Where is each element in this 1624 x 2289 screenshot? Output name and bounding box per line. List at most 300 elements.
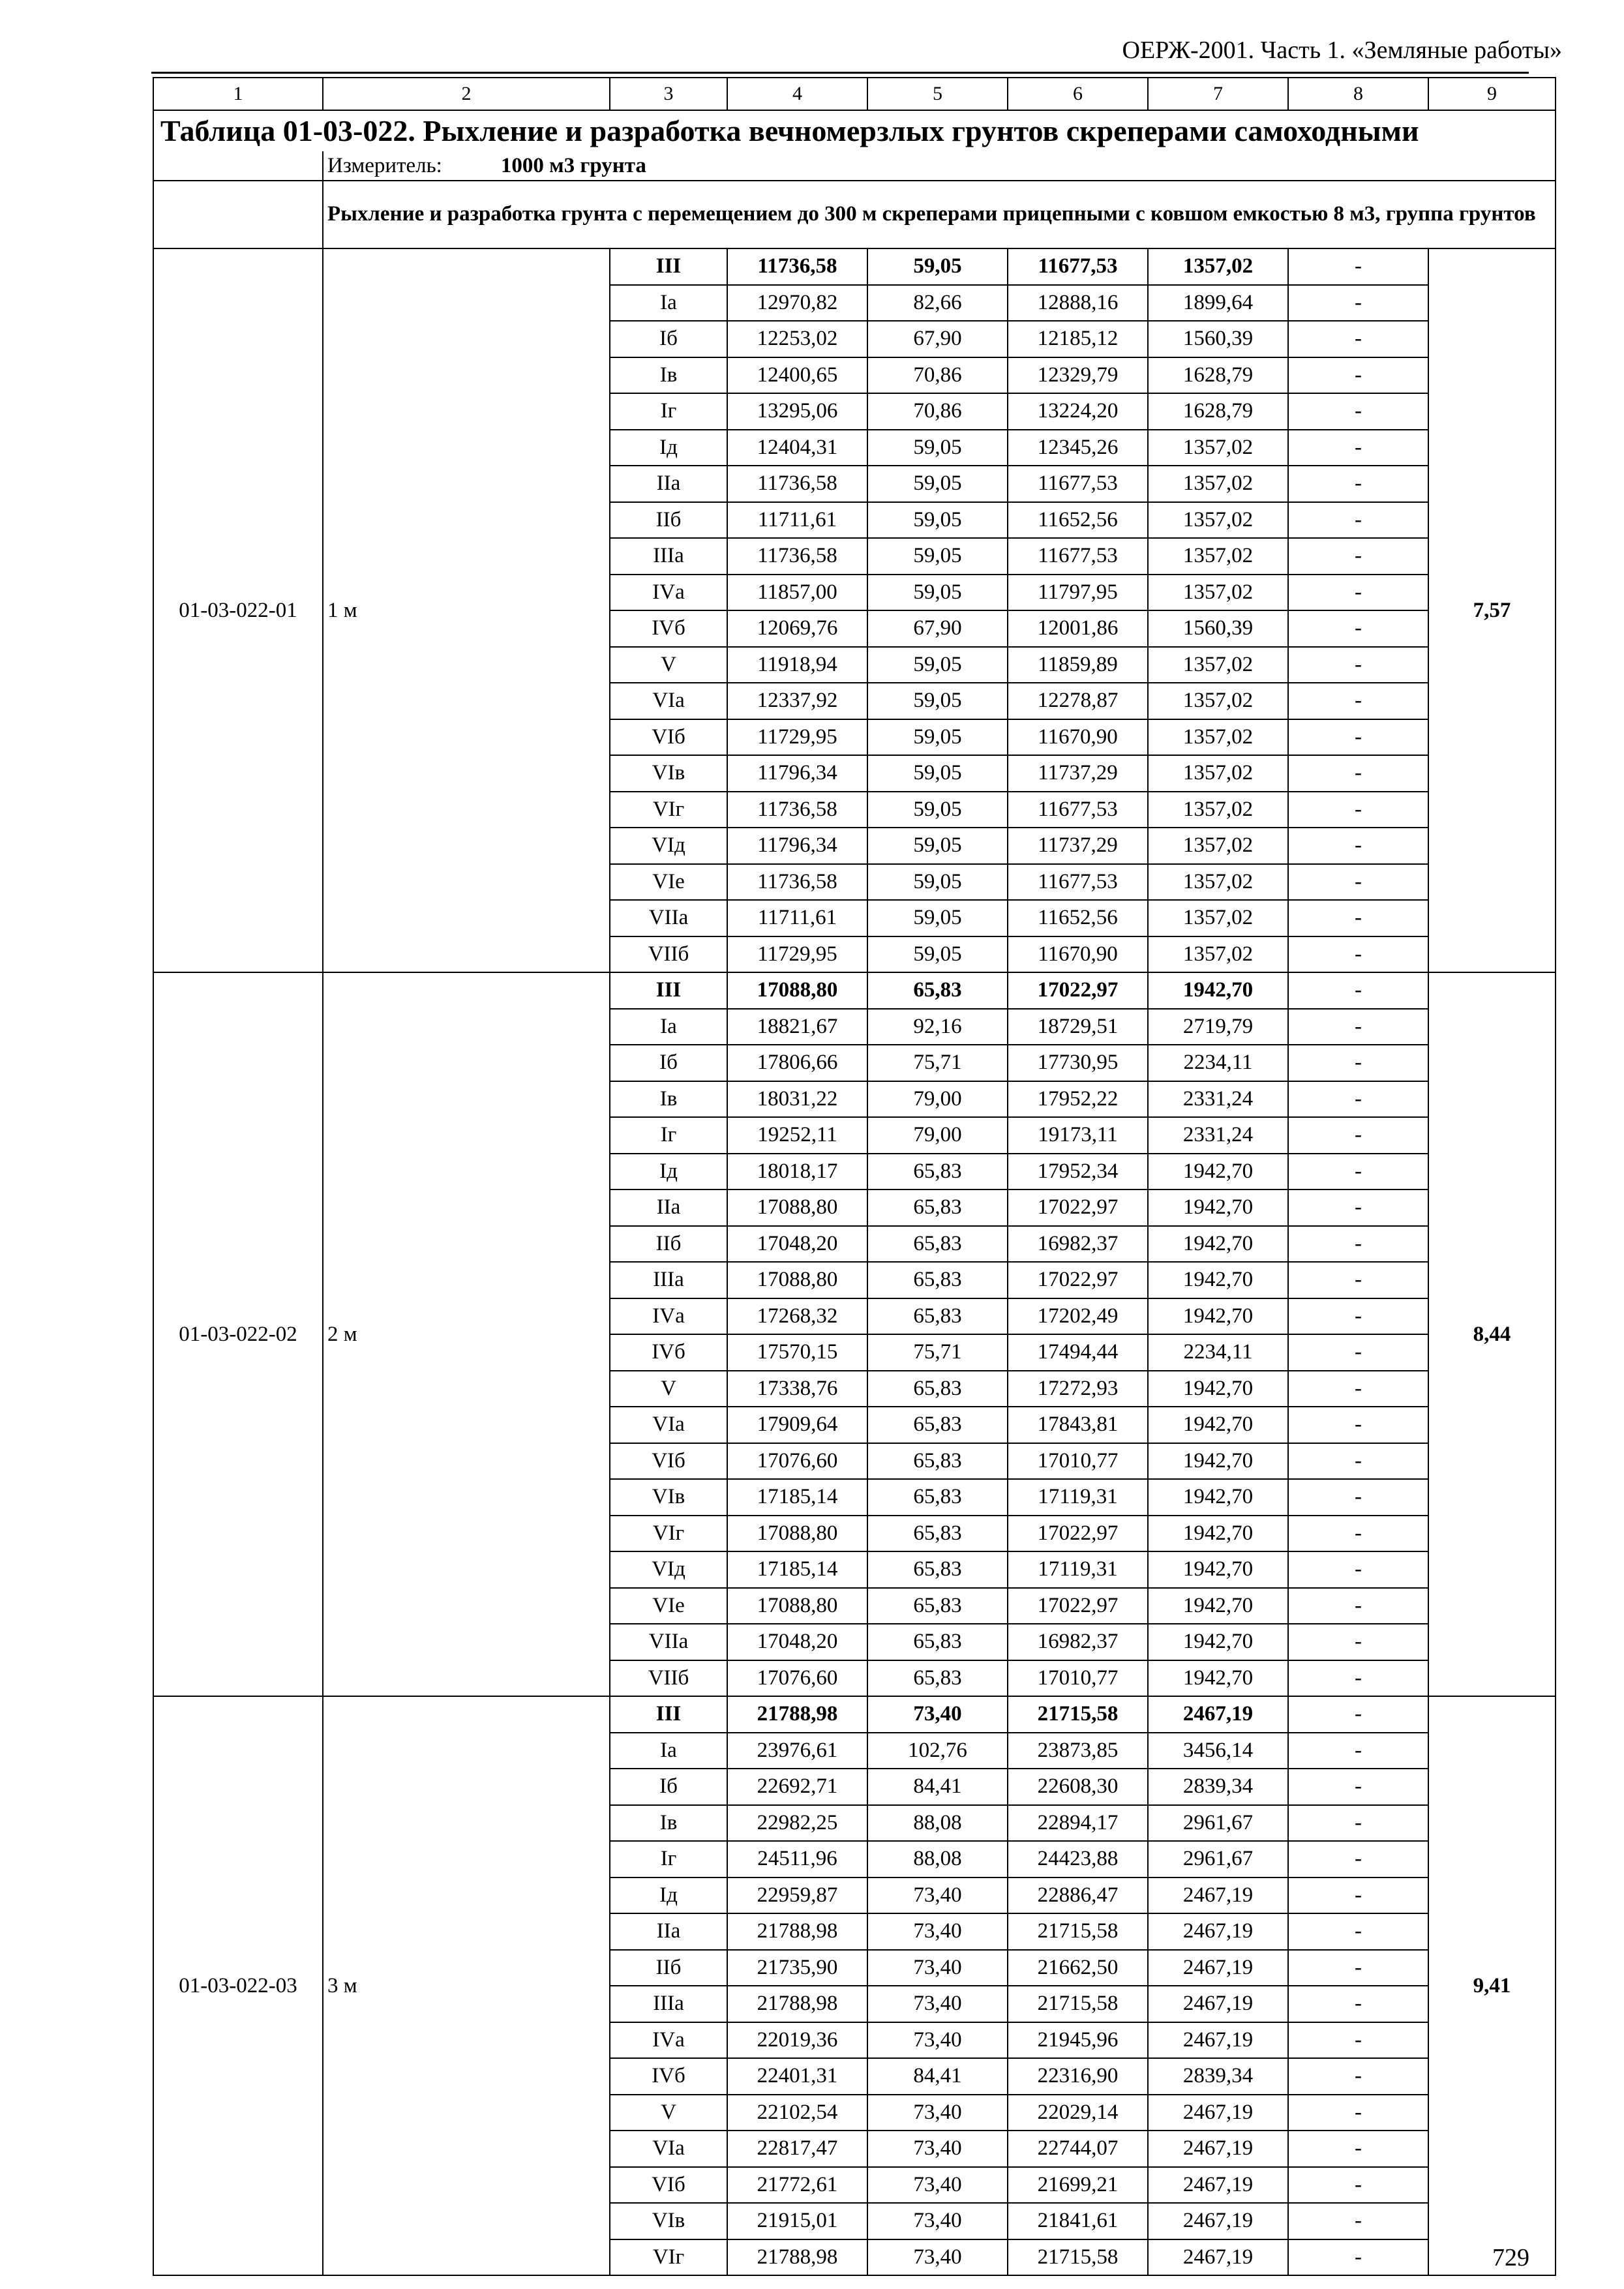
machinist-wages: 2467,19 (1148, 2167, 1288, 2204)
soil-group: VIIб (610, 1660, 727, 1697)
machine-cost: 17022,97 (1008, 1516, 1148, 1552)
wages: 65,83 (867, 1262, 1008, 1298)
machine-cost: 12329,79 (1008, 357, 1148, 394)
soil-group: VIб (610, 1443, 727, 1480)
total-cost: 18031,22 (727, 1081, 867, 1118)
machine-cost: 17022,97 (1008, 972, 1148, 1009)
machine-cost: 22894,17 (1008, 1805, 1148, 1842)
soil-group: IIб (610, 1950, 727, 1986)
machine-cost: 17730,95 (1008, 1045, 1148, 1081)
materials: - (1288, 647, 1428, 683)
table-title: Таблица 01-03-022. Рыхление и разработка вечномерзлых грунтов скреперами самоходными (153, 110, 1556, 151)
materials: - (1288, 1841, 1428, 1878)
machine-cost: 17952,22 (1008, 1081, 1148, 1118)
wages: 73,40 (867, 1878, 1008, 1914)
column-number: 1 (153, 78, 323, 110)
machinist-wages: 2719,79 (1148, 1009, 1288, 1045)
total-cost: 24511,96 (727, 1841, 867, 1878)
column-number-row (153, 78, 1556, 110)
machinist-wages: 1942,70 (1148, 1479, 1288, 1516)
total-cost: 21788,98 (727, 2239, 867, 2276)
wages: 65,83 (867, 1189, 1008, 1226)
wages: 59,05 (867, 647, 1008, 683)
total-cost: 17185,14 (727, 1479, 867, 1516)
materials: - (1288, 2167, 1428, 2204)
materials: - (1288, 1262, 1428, 1298)
wages: 65,83 (867, 1371, 1008, 1407)
materials: - (1288, 828, 1428, 864)
machine-cost: 17022,97 (1008, 1588, 1148, 1624)
materials: - (1288, 900, 1428, 936)
materials: - (1288, 1805, 1428, 1842)
header-rule (151, 72, 1529, 74)
measure-label: Измеритель: (327, 153, 442, 177)
total-cost: 17570,15 (727, 1334, 867, 1371)
machine-cost: 11859,89 (1008, 647, 1148, 683)
soil-group: VIб (610, 2167, 727, 2204)
column-number: 7 (1148, 78, 1288, 110)
table-row (153, 972, 1556, 1009)
machinist-wages: 1357,02 (1148, 792, 1288, 828)
total-cost: 11796,34 (727, 755, 867, 792)
machinist-wages: 2467,19 (1148, 1696, 1288, 1733)
wages: 92,16 (867, 1009, 1008, 1045)
rate-code: 01-03-022-03 (153, 1696, 323, 2275)
machine-cost: 11797,95 (1008, 575, 1148, 611)
total-cost: 11711,61 (727, 900, 867, 936)
wages: 65,83 (867, 1551, 1008, 1588)
soil-group: III (610, 248, 727, 285)
wages: 73,40 (867, 2131, 1008, 2167)
machinist-wages: 2467,19 (1148, 1950, 1288, 1986)
machine-cost: 16982,37 (1008, 1624, 1148, 1660)
machinist-wages: 1942,70 (1148, 1189, 1288, 1226)
wages: 59,05 (867, 502, 1008, 539)
wages: 59,05 (867, 936, 1008, 973)
materials: - (1288, 1189, 1428, 1226)
materials: - (1288, 1334, 1428, 1371)
machinist-wages: 1357,02 (1148, 719, 1288, 756)
total-cost: 18821,67 (727, 1009, 867, 1045)
wages: 65,83 (867, 1407, 1008, 1443)
soil-group: IIа (610, 1189, 727, 1226)
total-cost: 21788,98 (727, 1913, 867, 1950)
wages: 65,83 (867, 972, 1008, 1009)
wages: 75,71 (867, 1045, 1008, 1081)
wages: 73,40 (867, 2239, 1008, 2276)
total-cost: 17268,32 (727, 1298, 867, 1335)
materials: - (1288, 393, 1428, 430)
wages: 65,83 (867, 1660, 1008, 1697)
soil-group: Iв (610, 1805, 727, 1842)
measure-row (153, 151, 1556, 181)
materials: - (1288, 1660, 1428, 1697)
materials: - (1288, 1913, 1428, 1950)
wages: 88,08 (867, 1805, 1008, 1842)
machinist-wages: 2234,11 (1148, 1334, 1288, 1371)
total-cost: 22019,36 (727, 2022, 867, 2059)
loosening-depth: 1 м (323, 248, 610, 972)
machinist-wages: 1357,02 (1148, 466, 1288, 502)
wages: 59,05 (867, 900, 1008, 936)
materials: - (1288, 502, 1428, 539)
soil-group: VIе (610, 864, 727, 901)
total-cost: 11857,00 (727, 575, 867, 611)
machinist-wages: 1942,70 (1148, 1262, 1288, 1298)
wages: 65,83 (867, 1479, 1008, 1516)
total-cost: 13295,06 (727, 393, 867, 430)
total-cost: 17088,80 (727, 972, 867, 1009)
total-cost: 11736,58 (727, 864, 867, 901)
total-cost: 17185,14 (727, 1551, 867, 1588)
machinist-wages: 2331,24 (1148, 1081, 1288, 1118)
materials: - (1288, 719, 1428, 756)
total-cost: 11736,58 (727, 538, 867, 575)
materials: - (1288, 285, 1428, 322)
wages: 73,40 (867, 1950, 1008, 1986)
wages: 79,00 (867, 1117, 1008, 1154)
total-cost: 23976,61 (727, 1733, 867, 1769)
machinist-wages: 2467,19 (1148, 1986, 1288, 2022)
total-cost: 11729,95 (727, 719, 867, 756)
machine-cost: 11670,90 (1008, 936, 1148, 973)
machinist-wages: 1942,70 (1148, 1154, 1288, 1190)
machinist-wages: 1942,70 (1148, 1226, 1288, 1263)
materials: - (1288, 430, 1428, 466)
total-cost: 21788,98 (727, 1696, 867, 1733)
machinist-wages: 1560,39 (1148, 610, 1288, 647)
column-number: 9 (1428, 78, 1556, 110)
wages: 59,05 (867, 864, 1008, 901)
machine-cost: 17272,93 (1008, 1371, 1148, 1407)
machinist-wages: 3456,14 (1148, 1733, 1288, 1769)
machinist-wages: 1942,70 (1148, 1443, 1288, 1480)
machinist-wages: 1357,02 (1148, 538, 1288, 575)
wages: 73,40 (867, 1913, 1008, 1950)
machine-cost: 17010,77 (1008, 1443, 1148, 1480)
soil-group: IIб (610, 1226, 727, 1263)
machine-cost: 11677,53 (1008, 466, 1148, 502)
materials: - (1288, 321, 1428, 357)
total-cost: 12970,82 (727, 285, 867, 322)
machine-cost: 12345,26 (1008, 430, 1148, 466)
wages: 59,05 (867, 683, 1008, 719)
materials: - (1288, 1624, 1428, 1660)
materials: - (1288, 683, 1428, 719)
description-row (153, 181, 1556, 248)
machine-cost: 21945,96 (1008, 2022, 1148, 2059)
materials: - (1288, 1551, 1428, 1588)
wages: 102,76 (867, 1733, 1008, 1769)
machine-cost: 22029,14 (1008, 2095, 1148, 2131)
materials: - (1288, 538, 1428, 575)
column-number: 2 (323, 78, 610, 110)
machine-cost: 11677,53 (1008, 792, 1148, 828)
machine-cost: 11670,90 (1008, 719, 1148, 756)
machinist-wages: 1357,02 (1148, 248, 1288, 285)
machine-cost: 12278,87 (1008, 683, 1148, 719)
machine-cost: 11677,53 (1008, 538, 1148, 575)
materials: - (1288, 2022, 1428, 2059)
materials: - (1288, 792, 1428, 828)
machine-cost: 17022,97 (1008, 1262, 1148, 1298)
wages: 73,40 (867, 1986, 1008, 2022)
materials: - (1288, 2095, 1428, 2131)
machine-cost: 17952,34 (1008, 1154, 1148, 1190)
wages: 75,71 (867, 1334, 1008, 1371)
materials: - (1288, 864, 1428, 901)
machine-cost: 12185,12 (1008, 321, 1148, 357)
soil-group: IIа (610, 466, 727, 502)
soil-group: VIIа (610, 900, 727, 936)
column-number: 5 (867, 78, 1008, 110)
machinist-wages: 1942,70 (1148, 972, 1288, 1009)
soil-group: VIд (610, 828, 727, 864)
total-cost: 17076,60 (727, 1660, 867, 1697)
total-cost: 12253,02 (727, 321, 867, 357)
soil-group: IVб (610, 1334, 727, 1371)
materials: - (1288, 936, 1428, 973)
machine-cost: 22316,90 (1008, 2058, 1148, 2095)
materials: - (1288, 1733, 1428, 1769)
wages: 59,05 (867, 755, 1008, 792)
total-cost: 12404,31 (727, 430, 867, 466)
machine-cost: 11737,29 (1008, 828, 1148, 864)
soil-group: Iг (610, 1841, 727, 1878)
machinist-wages: 1942,70 (1148, 1298, 1288, 1335)
materials: - (1288, 1443, 1428, 1480)
soil-group: Iд (610, 430, 727, 466)
total-cost: 21735,90 (727, 1950, 867, 1986)
wages: 73,40 (867, 2203, 1008, 2239)
soil-group: IIб (610, 502, 727, 539)
machine-cost: 12001,86 (1008, 610, 1148, 647)
total-cost: 11736,58 (727, 466, 867, 502)
total-cost: 11729,95 (727, 936, 867, 973)
materials: - (1288, 755, 1428, 792)
page-number: 729 (1492, 2244, 1529, 2271)
wages: 73,40 (867, 2167, 1008, 2204)
materials: - (1288, 1009, 1428, 1045)
machinist-wages: 2467,19 (1148, 2095, 1288, 2131)
machinist-wages: 1357,02 (1148, 647, 1288, 683)
total-cost: 17806,66 (727, 1045, 867, 1081)
soil-group: VIе (610, 1588, 727, 1624)
soil-group: Iг (610, 393, 727, 430)
machine-cost: 11737,29 (1008, 755, 1148, 792)
machine-cost: 22608,30 (1008, 1769, 1148, 1805)
description-spacer (153, 181, 323, 248)
machine-cost: 17202,49 (1008, 1298, 1148, 1335)
machinist-wages: 1899,64 (1148, 285, 1288, 322)
machine-cost: 21841,61 (1008, 2203, 1148, 2239)
soil-group: Iд (610, 1878, 727, 1914)
machinist-wages: 2961,67 (1148, 1841, 1288, 1878)
materials: - (1288, 1045, 1428, 1081)
machine-cost: 18729,51 (1008, 1009, 1148, 1045)
machine-cost: 21715,58 (1008, 1696, 1148, 1733)
machine-cost: 11677,53 (1008, 864, 1148, 901)
materials: - (1288, 466, 1428, 502)
rate-code: 01-03-022-02 (153, 972, 323, 1696)
soil-group: VIа (610, 2131, 727, 2167)
machinist-wages: 1357,02 (1148, 502, 1288, 539)
total-cost: 17088,80 (727, 1588, 867, 1624)
soil-group: VIв (610, 2203, 727, 2239)
machine-cost: 17022,97 (1008, 1189, 1148, 1226)
soil-group: VIIа (610, 1624, 727, 1660)
total-cost: 22817,47 (727, 2131, 867, 2167)
machine-cost: 12888,16 (1008, 285, 1148, 322)
soil-group: Iв (610, 357, 727, 394)
machine-cost: 21699,21 (1008, 2167, 1148, 2204)
wages: 73,40 (867, 2022, 1008, 2059)
soil-group: IVа (610, 575, 727, 611)
materials: - (1288, 1516, 1428, 1552)
column-number: 8 (1288, 78, 1428, 110)
materials: - (1288, 1298, 1428, 1335)
materials: - (1288, 2058, 1428, 2095)
column-number: 6 (1008, 78, 1148, 110)
materials: - (1288, 1407, 1428, 1443)
soil-group: IIIа (610, 1986, 727, 2022)
wages: 70,86 (867, 357, 1008, 394)
wages: 73,40 (867, 2095, 1008, 2131)
table-title-row (153, 110, 1556, 151)
column-number: 4 (727, 78, 867, 110)
machinist-wages: 1942,70 (1148, 1588, 1288, 1624)
materials: - (1288, 1950, 1428, 1986)
materials: - (1288, 2131, 1428, 2167)
soil-group: VIб (610, 719, 727, 756)
soil-group: Iб (610, 321, 727, 357)
table-row (153, 1696, 1556, 1733)
soil-group: III (610, 972, 727, 1009)
machinist-wages: 2467,19 (1148, 2131, 1288, 2167)
machinist-wages: 2467,19 (1148, 2239, 1288, 2276)
wages: 59,05 (867, 430, 1008, 466)
total-cost: 22401,31 (727, 2058, 867, 2095)
soil-group: VIIб (610, 936, 727, 973)
labor-cost: 7,57 (1428, 248, 1556, 972)
labor-cost: 9,41 (1428, 1696, 1556, 2275)
machine-cost: 11652,56 (1008, 502, 1148, 539)
machinist-wages: 2467,19 (1148, 2022, 1288, 2059)
soil-group: VIг (610, 792, 727, 828)
wages: 70,86 (867, 393, 1008, 430)
machine-cost: 11652,56 (1008, 900, 1148, 936)
table-row (153, 248, 1556, 285)
soil-group: Iд (610, 1154, 727, 1190)
total-cost: 12400,65 (727, 357, 867, 394)
rates-table (153, 77, 1556, 2276)
wages: 65,83 (867, 1298, 1008, 1335)
machinist-wages: 1357,02 (1148, 575, 1288, 611)
total-cost: 22692,71 (727, 1769, 867, 1805)
wages: 65,83 (867, 1154, 1008, 1190)
machinist-wages: 1357,02 (1148, 755, 1288, 792)
soil-group: IVа (610, 2022, 727, 2059)
materials: - (1288, 248, 1428, 285)
wages: 65,83 (867, 1588, 1008, 1624)
wages: 59,05 (867, 719, 1008, 756)
soil-group: V (610, 1371, 727, 1407)
soil-group: Iб (610, 1045, 727, 1081)
machine-cost: 17843,81 (1008, 1407, 1148, 1443)
total-cost: 22102,54 (727, 2095, 867, 2131)
machine-cost: 17494,44 (1008, 1334, 1148, 1371)
machinist-wages: 2467,19 (1148, 1913, 1288, 1950)
machinist-wages: 2331,24 (1148, 1117, 1288, 1154)
measure-spacer (153, 151, 323, 181)
soil-group: IVа (610, 1298, 727, 1335)
machinist-wages: 1942,70 (1148, 1516, 1288, 1552)
soil-group: IVб (610, 2058, 727, 2095)
soil-group: III (610, 1696, 727, 1733)
materials: - (1288, 1588, 1428, 1624)
machine-cost: 16982,37 (1008, 1226, 1148, 1263)
machine-cost: 21715,58 (1008, 1913, 1148, 1950)
materials: - (1288, 610, 1428, 647)
machine-cost: 23873,85 (1008, 1733, 1148, 1769)
wages: 65,83 (867, 1624, 1008, 1660)
machinist-wages: 1628,79 (1148, 393, 1288, 430)
machinist-wages: 1357,02 (1148, 864, 1288, 901)
soil-group: VIв (610, 1479, 727, 1516)
machine-cost: 17119,31 (1008, 1551, 1148, 1588)
total-cost: 12337,92 (727, 683, 867, 719)
wages: 84,41 (867, 1769, 1008, 1805)
wages: 82,66 (867, 285, 1008, 322)
measure-cell (323, 151, 1556, 181)
total-cost: 17076,60 (727, 1443, 867, 1480)
wages: 67,90 (867, 610, 1008, 647)
materials: - (1288, 575, 1428, 611)
materials: - (1288, 1371, 1428, 1407)
machinist-wages: 2467,19 (1148, 2203, 1288, 2239)
soil-group: V (610, 2095, 727, 2131)
soil-group: Iа (610, 1009, 727, 1045)
machinist-wages: 2839,34 (1148, 2058, 1288, 2095)
machinist-wages: 1942,70 (1148, 1660, 1288, 1697)
total-cost: 17048,20 (727, 1226, 867, 1263)
soil-group: IIIа (610, 538, 727, 575)
soil-group: IIа (610, 1913, 727, 1950)
total-cost: 11796,34 (727, 828, 867, 864)
soil-group: VIг (610, 1516, 727, 1552)
soil-group: Iб (610, 1769, 727, 1805)
machinist-wages: 1942,70 (1148, 1371, 1288, 1407)
machine-cost: 22886,47 (1008, 1878, 1148, 1914)
materials: - (1288, 1479, 1428, 1516)
wages: 67,90 (867, 321, 1008, 357)
soil-group: VIг (610, 2239, 727, 2276)
soil-group: VIд (610, 1551, 727, 1588)
machine-cost: 22744,07 (1008, 2131, 1148, 2167)
soil-group: Iа (610, 285, 727, 322)
soil-group: VIа (610, 1407, 727, 1443)
wages: 88,08 (867, 1841, 1008, 1878)
machine-cost: 11677,53 (1008, 248, 1148, 285)
materials: - (1288, 1081, 1428, 1118)
machinist-wages: 1942,70 (1148, 1624, 1288, 1660)
wages: 59,05 (867, 828, 1008, 864)
total-cost: 11736,58 (727, 248, 867, 285)
machinist-wages: 1357,02 (1148, 900, 1288, 936)
total-cost: 21772,61 (727, 2167, 867, 2204)
machinist-wages: 2839,34 (1148, 1769, 1288, 1805)
total-cost: 11736,58 (727, 792, 867, 828)
